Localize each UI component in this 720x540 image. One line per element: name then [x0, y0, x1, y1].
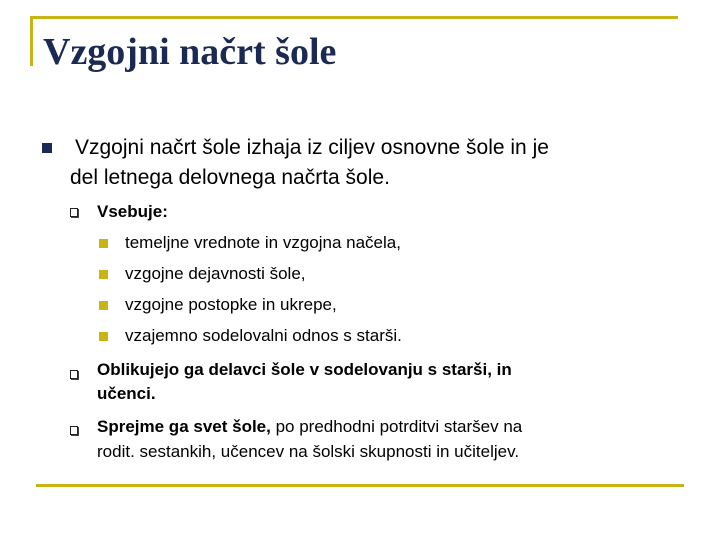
list-item: temeljne vrednote in vzgojna načela, [125, 233, 401, 252]
sub-bullet-heading: Vsebuje: [97, 202, 168, 221]
list-item: vzgojne dejavnosti šole, [125, 264, 306, 283]
small-square-bullet-icon [99, 332, 108, 341]
small-square-bullet-icon [99, 270, 108, 279]
sub-bullet-text-line2: rodit. sestankih, učencev na šolski skupnosti in učiteljev. [97, 442, 520, 461]
hollow-square-bullet-icon [70, 208, 78, 217]
top-border-line [32, 16, 678, 19]
small-square-bullet-icon [99, 239, 108, 248]
small-square-bullet-icon [99, 301, 108, 310]
sub-bullet-text-line2: učenci. [97, 384, 156, 403]
sub-bullet-rest: po predhodni potrditvi staršev na [270, 417, 523, 436]
bullet-text-line2: del letnega delovnega načrta šole. [70, 166, 390, 189]
hollow-square-bullet-icon [70, 426, 78, 435]
bullet-text-line1: Vzgojni načrt šole izhaja iz ciljev osnovne šole in je [75, 136, 549, 159]
sub-bullet-text-line1: Oblikujejo ga delavci šole v sodelovanju s starši, in [97, 360, 512, 379]
sub-bullet-text-line1 [97, 416, 522, 438]
bottom-border-line [36, 484, 684, 487]
slide-title: Vzgojni načrt šole [43, 31, 337, 73]
left-border-line [30, 16, 33, 66]
list-item: vzgojne postopke in ukrepe, [125, 295, 337, 314]
square-bullet-icon [42, 143, 52, 153]
hollow-square-bullet-icon [70, 370, 78, 379]
list-item: vzajemno sodelovalni odnos s starši. [125, 326, 402, 345]
sub-bullet-bold-part: Sprejme ga svet šole, [97, 417, 271, 436]
